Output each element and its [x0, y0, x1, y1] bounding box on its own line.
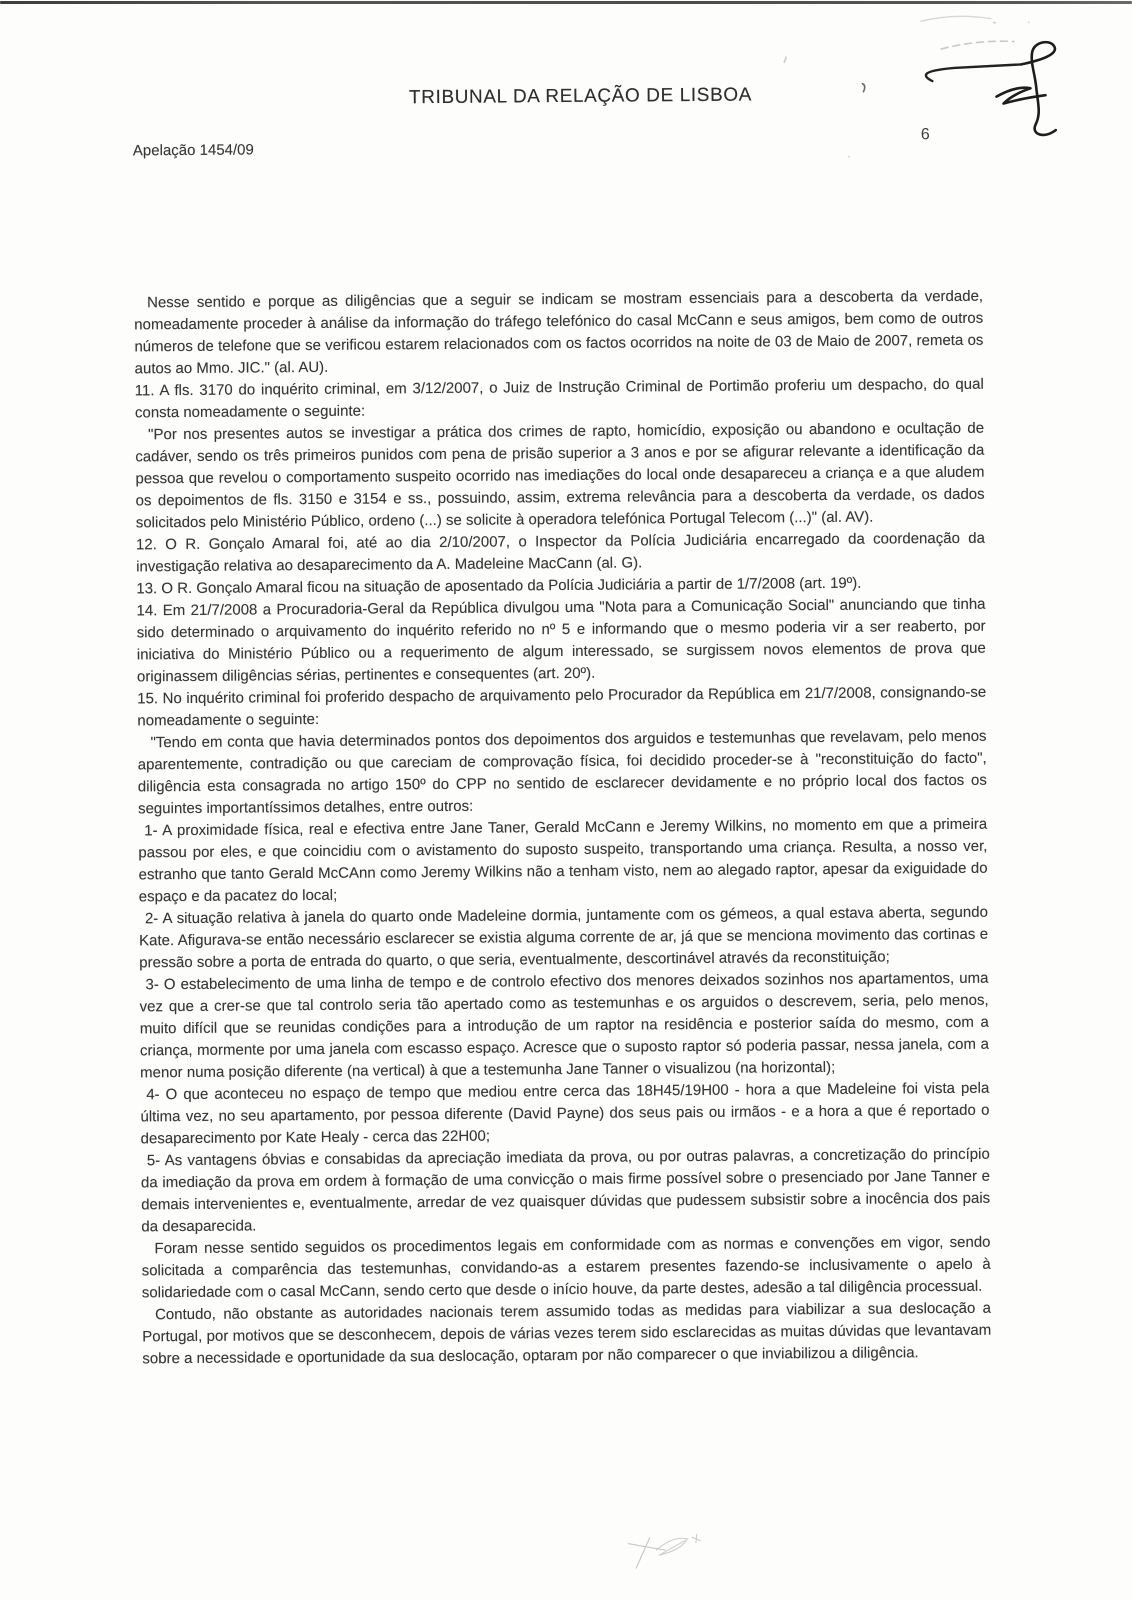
- scan-speck: [848, 156, 850, 158]
- scan-speck: [993, 22, 996, 24]
- paragraph: "Por nos presentes autos se investigar a prática dos crimes de rapto, homicídio, exposição ou abandono e ocultação de cadáver, sendo os três primeiros punidos com pena de prisão superior a 3 anos e por se afigurar relevante a identificação da pessoa que revelou o comportamento suspeito ocorrido nas imediações do local onde desapareceu a criança e a que aludem os depoimentos de fls. 3150 e 3154 e ss., possuindo, assim, extrema relevância para a descoberta da verdade, os dados solicitados pelo Ministério Público, ordeno (...) se solicite à operadora telefónica Portugal Telecom (...)" (al. AV).: [135, 419, 985, 532]
- paragraph: 5- As vantagens óbvias e consabidas da apreciação imediata da prova, ou por outras palavras, a concretização do princípio da imediação da prova em ordem à formação de uma convicção o mais firme possível sobre o presenciado por Jane Tanner e demais intervenientes e, eventualmente, arredar de vez quaisquer dúvidas que pudessem subsistir sobre a inocência dos pais da desaparecida.: [140, 1145, 991, 1236]
- paragraph: 11. A fls. 3170 do inquérito criminal, em 3/12/2007, o Juiz de Instrução Criminal de Portimão proferiu um despacho, do qual consta nomeadamente o seguinte:: [134, 375, 984, 422]
- paragraph: 2- A situação relativa à janela do quarto onde Madeleine dormia, juntamente com os gémeos, a qual estava aberta, segundo Kate. Afigurava-se então necessário esclarecer se existia alguma corrente de ar, já que se menciona movimento das cortinas e pressão sobre a porta de entrada do quarto, o que seria, eventualmente, descortinável através da reconstituição;: [139, 903, 989, 972]
- paragraph: 12. O R. Gonçalo Amaral foi, até ao dia 2/10/2007, o Inspector da Polícia Judiciária encarregado da coordenação da investigação relativa ao desaparecimento da A. Madeleine MacCann (al. G).: [135, 529, 986, 576]
- paragraph: 4- O que aconteceu no espaço de tempo que mediou entre cerca das 18H45/19H00 - hora a que Madeleine foi vista pela última vez, no seu apartamento, por pessoa diferente (David Payne) dos seus pais ou irmãos - e a hora a que é reportado o desaparecimento por Kate Healy - cerca das 22H00;: [140, 1079, 990, 1148]
- paragraph: Foram nesse sentido seguidos os procedimentos legais em conformidade com as normas e convenções em vigor, sendo solicitada a comparência das testemunhas, convidando-as a estarem presentes fazendo-se inclusivamente o apelo à solidariedade com o casal McCann, sendo certo que desde o início houve, da parte destes, adesão a tal diligência processual.: [141, 1233, 991, 1302]
- case-reference: Apelação 1454/09: [132, 141, 254, 160]
- paragraph: "Tendo em conta que havia determinados pontos dos depoimentos dos arguidos e testemunhas que revelavam, pelo menos aparentemente, contradição ou que careciam de comprovação física, foi decidido proceder-se à "reconstituição do facto", diligência esta consagrada no artigo 150º do CPP no sentido de esclarecer devidamente e no próprio local dos factos os seguintes importantíssimos detalhes, entre outros:: [137, 727, 987, 818]
- scan-speck: [783, 56, 787, 63]
- pencil-squiggle-icon: [626, 1527, 716, 1573]
- paragraph: 13. O R. Gonçalo Amaral ficou na situação de aposentado da Polícia Judiciária a partir de 1/7/2008 (art. 19º).: [136, 574, 862, 598]
- page-number: 6: [920, 126, 930, 144]
- paragraph: Nesse sentido e porque as diligências que a seguir se indicam se mostram essenciais para a descoberta da verdade, nomeadamente proceder à análise da informação do tráfego telefónico do casal McCann e seus amigos, bem como de outros números de telefone que se verificou estarem relacionados com os factos ocorridos na noite de 03 de Maio de 2007, remeta os autos ao Mmo. JIC." (al. AU).: [134, 287, 984, 378]
- paragraph: 14. Em 21/7/2008 a Procuradoria-Geral da República divulgou uma "Nota para a Comunicação Social" anunciando que tinha sido determinado o arquivamento do inquérito referido no nº 5 e informando que o mesmo poderia vir a ser reaberto, por iniciativa do Ministério Público ou a requerimento de algum interessado, se surgissem novos elementos de prova que originassem diligências sérias, pertinentes e consequentes (art. 20º).: [136, 595, 986, 686]
- document-body: [134, 286, 991, 1371]
- paragraph: 15. No inquérito criminal foi proferido despacho de arquivamento pelo Procurador da República em 21/7/2008, consignando-se nomeadamente o seguinte:: [137, 683, 987, 730]
- paragraph: 3- O estabelecimento de uma linha de tempo e de controlo efectivo dos menores deixados sozinhos nos apartamentos, uma vez que a crer-se que tal controlo seria tão apertado como as testemunhas e os arguidos o descrevem, seria, pelo menos, muito difícil que se reunidas condições para a introdução de um raptor na residência e posterior saída do mesmo, com a criança, mormente por uma janela com escasso espaço. Acresce que o suposto raptor só poderia passar, nessa janela, com a menor numa posição diferente (na vertical) à que a testemunha Jane Tanner o visualizou (na horizontal);: [139, 969, 989, 1082]
- scan-speck: [1028, 21, 1030, 23]
- signature-scribble-icon: [846, 8, 1077, 156]
- paragraph: Contudo, não obstante as autoridades nacionais terem assumido todas as medidas para viabilizar a sua deslocação a Portugal, por motivos que se desconhecem, depois de várias vezes terem sido esclarecidas as muitas dúvidas que levantavam sobre a necessidade e oportunidade da sua deslocação, optaram por não comparecer o que inviabilizou a diligência.: [142, 1299, 992, 1368]
- court-header-title: TRIBUNAL DA RELAÇÃO DE LISBOA: [408, 84, 753, 109]
- paragraph: 1- A proximidade física, real e efectiva entre Jane Taner, Gerald McCann e Jeremy Wilkins, no momento em que a primeira passou por eles, e que coincidiu com o avistamento do suposto suspeito, transportando uma criança. Resulta, a nosso ver, estranho que tanto Gerald McCAnn como Jeremy Wilkins não a tenham visto, nem ao alegado raptor, apesar da exiguidade do espaço e da pacatez do local;: [138, 815, 988, 906]
